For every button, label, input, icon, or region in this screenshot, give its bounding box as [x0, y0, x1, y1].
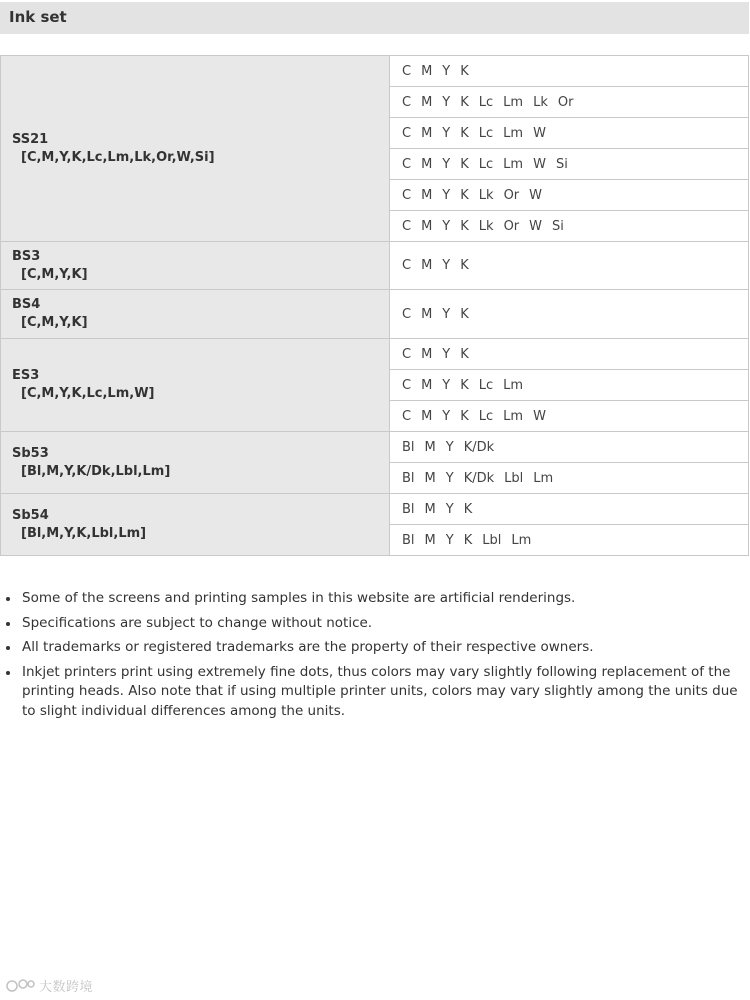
ink-code: M — [424, 470, 436, 486]
ink-combination-cell — [390, 339, 749, 370]
ink-code: C — [402, 408, 412, 424]
ink-code: K — [463, 532, 473, 548]
table-row — [1, 242, 749, 290]
ink-code: C — [402, 218, 412, 234]
ink-code: M — [421, 346, 433, 362]
ink-code: Lc — [478, 156, 494, 172]
model-ink-list: [Bl,M,Y,K,Lbl,Lm] — [21, 525, 147, 541]
model-ink-list: [C,M,Y,K,Lc,Lm,Lk,Or,W,Si] — [21, 149, 215, 165]
ink-code: Lm — [511, 532, 532, 548]
table-row — [1, 56, 749, 87]
ink-code: K — [460, 94, 469, 110]
ink-code: C — [402, 187, 412, 203]
watermark — [6, 975, 93, 995]
ink-combination-cell — [390, 370, 749, 401]
ink-code: Or — [503, 218, 520, 234]
ink-code: M — [421, 218, 433, 234]
ink-code: Y — [442, 306, 451, 322]
model-ink-list: [C,M,Y,K] — [21, 266, 88, 282]
ink-code: Lc — [478, 377, 494, 393]
ink-code: K — [460, 258, 469, 273]
ink-code: Y — [442, 218, 451, 234]
ink-code: Y — [442, 377, 451, 393]
ink-code: Y — [442, 187, 451, 203]
ink-code: K — [460, 408, 469, 424]
ink-code: K — [460, 218, 469, 234]
ink-code: Bl — [402, 439, 415, 455]
ink-code: Bl — [402, 470, 415, 486]
ink-code: Lm — [503, 94, 524, 110]
ink-code: C — [402, 156, 412, 172]
ink-code: C — [402, 346, 412, 362]
ink-code: K/Dk — [463, 470, 495, 486]
ink-combination-cell — [390, 211, 749, 242]
ink-code: M — [424, 439, 436, 455]
ink-code: Y — [442, 258, 451, 273]
ink-code: C — [402, 94, 412, 110]
model-name: Sb54 — [12, 507, 49, 523]
ink-code: Lc — [478, 408, 494, 424]
ink-code: Y — [442, 156, 451, 172]
model-cell — [1, 56, 390, 242]
ink-code: Lm — [503, 125, 524, 141]
ink-combination-cell — [390, 180, 749, 211]
model-name: BS3 — [12, 248, 41, 264]
note-item: Specifications are subject to change without notice. — [0, 614, 745, 634]
ink-code: Y — [442, 408, 451, 424]
ink-code: Lc — [478, 125, 494, 141]
ink-combination-cell — [390, 525, 749, 556]
note-item: Some of the screens and printing samples in this website are artificial renderings. — [0, 589, 745, 609]
model-ink-list: [C,M,Y,K,Lc,Lm,W] — [21, 386, 155, 401]
model-cell — [1, 494, 390, 556]
ink-code: Y — [445, 470, 454, 486]
ink-code: Lm — [533, 470, 554, 486]
ink-code: Or — [503, 187, 520, 203]
model-name: Sb53 — [12, 445, 49, 461]
model-cell — [1, 242, 390, 290]
ink-combination-cell — [390, 149, 749, 180]
ink-code: C — [402, 377, 412, 393]
model-ink-list: [C,M,Y,K] — [21, 315, 88, 330]
ink-code: M — [421, 63, 433, 79]
ink-code: Bl — [402, 532, 415, 548]
table-row — [1, 339, 749, 370]
ink-code: Lbl — [482, 532, 502, 548]
ink-combination-cell — [390, 432, 749, 463]
ink-code: M — [421, 125, 433, 141]
section-title-text: Ink set — [9, 8, 67, 26]
model-name: ES3 — [12, 368, 40, 383]
ink-code: M — [424, 532, 436, 548]
ink-code: Lk — [478, 187, 494, 203]
ink-code: C — [402, 125, 412, 141]
ink-combination-cell — [390, 118, 749, 149]
note-item: Inkjet printers print using extremely fine dots, thus colors may vary slightly following replacement of the printing heads. Also note that if using multiple printer units, colors may vary slightly among the units due to slight individual differences among the units. — [0, 663, 745, 722]
ink-code: Lm — [503, 408, 524, 424]
model-cell — [1, 339, 390, 432]
model-name: BS4 — [12, 297, 41, 312]
table-row — [1, 290, 749, 339]
ink-code: C — [402, 306, 412, 322]
watermark-logo-icon — [6, 977, 36, 993]
ink-code: M — [424, 501, 436, 517]
ink-code: K — [463, 501, 473, 517]
ink-combination-cell — [390, 242, 749, 290]
ink-code: M — [421, 306, 433, 322]
ink-code: Y — [442, 346, 451, 362]
ink-combination-cell — [390, 463, 749, 494]
ink-code: W — [529, 187, 542, 203]
table-row — [1, 432, 749, 463]
ink-code: K — [460, 346, 469, 362]
ink-code: Or — [557, 94, 574, 110]
ink-code: W — [529, 218, 542, 234]
ink-code: C — [402, 258, 412, 273]
ink-combination-cell — [390, 290, 749, 339]
ink-code: Lc — [478, 94, 494, 110]
watermark-text: 大数跨境 — [39, 979, 94, 995]
ink-code: M — [421, 258, 433, 273]
ink-code: K — [460, 63, 469, 79]
ink-set-table — [0, 55, 749, 556]
ink-combination-cell — [390, 56, 749, 87]
ink-code: Si — [555, 156, 568, 172]
ink-code: Si — [552, 218, 564, 234]
ink-code: Y — [442, 63, 451, 79]
ink-code: Y — [442, 94, 451, 110]
ink-code: W — [533, 408, 546, 424]
model-ink-list: [Bl,M,Y,K/Dk,Lbl,Lm] — [21, 463, 171, 479]
table-row — [1, 494, 749, 525]
ink-code: Lbl — [504, 470, 524, 486]
ink-combination-cell — [390, 87, 749, 118]
ink-code: K — [460, 187, 469, 203]
ink-code: Bl — [402, 501, 415, 517]
section-title — [0, 2, 749, 34]
ink-code: Y — [442, 125, 451, 141]
ink-code: K — [460, 156, 469, 172]
ink-combination-cell — [390, 494, 749, 525]
ink-code: Y — [445, 501, 454, 517]
ink-combination-cell — [390, 401, 749, 432]
ink-code: Y — [445, 439, 454, 455]
ink-code: K — [460, 377, 469, 393]
ink-code: K — [460, 125, 469, 141]
ink-code: M — [421, 377, 433, 393]
ink-code: K — [460, 306, 469, 322]
ink-code: W — [533, 125, 546, 141]
notes-list — [0, 589, 745, 726]
ink-code: Y — [445, 532, 454, 548]
ink-code: W — [533, 156, 546, 172]
ink-code: M — [421, 156, 433, 172]
ink-code: Lk — [533, 94, 548, 110]
model-name: SS21 — [12, 131, 49, 147]
ink-code: M — [421, 408, 433, 424]
ink-code: M — [421, 94, 433, 110]
note-item: All trademarks or registered trademarks are the property of their respective owners. — [0, 638, 745, 658]
ink-code: M — [421, 187, 433, 203]
ink-code: C — [402, 63, 412, 79]
ink-code: K/Dk — [463, 439, 495, 455]
model-cell — [1, 432, 390, 494]
model-cell — [1, 290, 390, 339]
ink-code: Lm — [503, 156, 524, 172]
ink-code: Lm — [503, 377, 524, 393]
ink-code: Lk — [478, 218, 494, 234]
